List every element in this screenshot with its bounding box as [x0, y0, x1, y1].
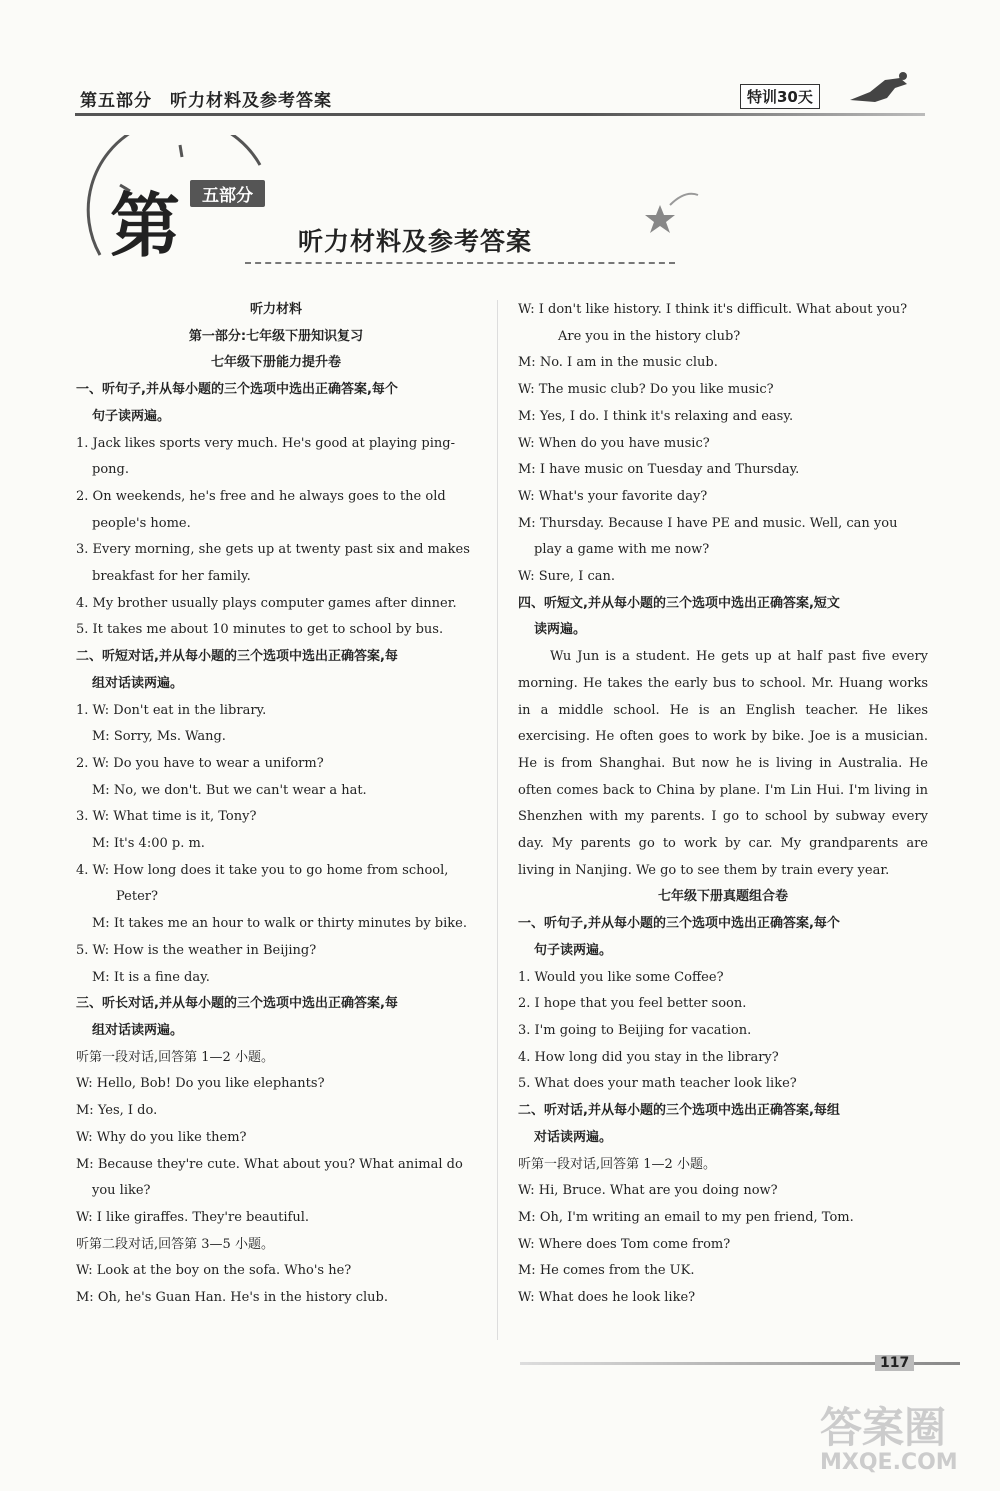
text-line: 4. My brother usually plays computer games after dinner. — [76, 595, 457, 611]
text-line: 5. What does your math teacher look like? — [518, 1076, 797, 1092]
text-line: 听第一段对话,回答第 1—2 小题。 — [518, 1156, 716, 1172]
column-divider — [497, 300, 498, 1340]
text-line: breakfast for her family. — [92, 569, 251, 585]
text-line: W: I don't like history. I think it's difficult. What about you? — [518, 302, 908, 317]
text-line: W: What's your favorite day? — [518, 488, 708, 504]
text-line: 1. Jack likes sports very much. He's good at playing ping- — [76, 435, 455, 451]
text-line: M: Yes, I do. I think it's relaxing and easy. — [518, 408, 794, 424]
text-line: 4. How long did you stay in the library? — [518, 1049, 779, 1065]
text-line: W: Hello, Bob! Do you like elephants? — [76, 1076, 325, 1092]
text-line: M: No. I am in the music club. — [518, 355, 718, 371]
title-rule — [245, 262, 675, 264]
text-line: W: Where does Tom come from? — [518, 1236, 731, 1252]
instruction-line: 句子读两遍。 — [92, 408, 171, 424]
watermark-url: MXQE.COM — [820, 1450, 958, 1475]
text-line: 5. W: How is the weather in Beijing? — [76, 942, 317, 958]
text-line: M: Oh, he's Guan Han. He's in the history club. — [76, 1290, 388, 1306]
text-line: M: It's 4:00 p. m. — [92, 836, 205, 852]
instruction-line: 一、听句子,并从每小题的三个选项中选出正确答案,每个 — [518, 916, 840, 932]
text-line: 1. W: Don't eat in the library. — [76, 702, 267, 718]
section-heading: 七年级下册能力提升卷 — [210, 355, 341, 371]
text-line: M: Sorry, Ms. Wang. — [92, 729, 226, 745]
page-title: 听力材料及参考答案 — [298, 227, 533, 256]
text-line: 听第一段对话,回答第 1—2 小题。 — [76, 1049, 274, 1065]
instruction-line: 三、听长对话,并从每小题的三个选项中选出正确答案,每 — [76, 996, 398, 1012]
right-column — [518, 297, 928, 1312]
instruction-line: 对话读两遍。 — [534, 1129, 613, 1145]
instruction-line: 读两遍。 — [534, 622, 587, 638]
text-line: 1. Would you like some Coffee? — [518, 969, 724, 985]
text-line: M: Thursday. Because I have PE and music. Well, can you — [518, 515, 898, 531]
text-line: M: I have music on Tuesday and Thursday. — [518, 462, 800, 478]
left-column — [76, 297, 476, 1312]
section-glyph: 第 — [110, 184, 180, 267]
page-number: 117 — [875, 1355, 914, 1371]
text-line: play a game with me now? — [534, 542, 710, 558]
text-line: Peter? — [116, 889, 158, 905]
section-heading: 七年级下册真题组合卷 — [657, 889, 788, 905]
text-line: W: Look at the boy on the sofa. Who's he? — [76, 1263, 352, 1279]
text-line: W: Sure, I can. — [518, 569, 615, 585]
section-heading: 第一部分:七年级下册知识复习 — [188, 328, 364, 344]
text-line: W: I like giraffes. They're beautiful. — [76, 1209, 310, 1225]
text-line: Are you in the history club? — [558, 328, 741, 344]
section-heading: 听力材料 — [249, 302, 302, 317]
runner-icon — [845, 70, 915, 110]
series-badge: 特训30天 — [740, 84, 820, 109]
star-icon — [640, 185, 700, 245]
instruction-line: 一、听句子,并从每小题的三个选项中选出正确答案,每个 — [76, 382, 398, 398]
text-line: 听第二段对话,回答第 3—5 小题。 — [76, 1236, 274, 1252]
text-line: 3. Every morning, she gets up at twenty past six and makes — [76, 542, 470, 558]
text-line: people's home. — [92, 515, 191, 531]
text-line: 3. W: What time is it, Tony? — [76, 809, 257, 825]
text-line: M: He comes from the UK. — [518, 1263, 695, 1279]
text-line: 3. I'm going to Beijing for vacation. — [518, 1022, 752, 1038]
header-rule — [75, 113, 925, 116]
text-line: 2. I hope that you feel better soon. — [518, 996, 747, 1012]
text-line: M: No, we don't. But we can't wear a hat. — [92, 782, 367, 798]
text-line: W: When do you have music? — [518, 435, 710, 451]
text-line: M: Oh, I'm writing an email to my pen friend, Tom. — [518, 1209, 854, 1225]
text-line: W: Hi, Bruce. What are you doing now? — [518, 1183, 778, 1199]
part-badge: 五部分 — [190, 180, 265, 207]
text-line: 5. It takes me about 10 minutes to get to school by bus. — [76, 622, 444, 638]
passage-paragraph: Wu Jun is a student. He gets up at half past five every morning. He takes the early bus to school. Mr. Huang works in a middle school. He is an English teacher. He likes exercising. He often goes to work by bike. Joe is a musician. He is from Shanghai. But now he is living in Australia. He often comes back to China by plane. I'm Lin Hui. I'm living in Shenzhen with my parents. I go to school by subway every day. My parents go to work by car. My grandparents are living in Nanjing. We go to see them by train every year. — [518, 649, 928, 878]
instruction-line: 二、听对话,并从每小题的三个选项中选出正确答案,每组 — [518, 1103, 840, 1119]
text-line: 2. W: Do you have to wear a uniform? — [76, 755, 324, 771]
running-header: 第五部分 听力材料及参考答案 — [80, 91, 332, 111]
text-line: 4. W: How long does it take you to go home from school, — [76, 862, 449, 878]
text-line: you like? — [92, 1183, 151, 1199]
text-line: W: The music club? Do you like music? — [518, 382, 774, 398]
text-line: M: Yes, I do. — [76, 1103, 158, 1119]
text-line: W: Why do you like them? — [76, 1129, 247, 1145]
text-line: W: What does he look like? — [518, 1290, 696, 1306]
text-line: 2. On weekends, he's free and he always goes to the old — [76, 488, 446, 504]
watermark-logo: 答案圈 — [820, 1403, 947, 1452]
instruction-line: 二、听短对话,并从每小题的三个选项中选出正确答案,每 — [76, 649, 398, 665]
instruction-line: 组对话读两遍。 — [92, 675, 184, 691]
text-line: M: It is a fine day. — [92, 969, 210, 985]
instruction-line: 四、听短文,并从每小题的三个选项中选出正确答案,短文 — [518, 595, 840, 611]
instruction-line: 句子读两遍。 — [534, 942, 613, 958]
text-line: M: It takes me an hour to walk or thirty minutes by bike. — [92, 916, 467, 932]
instruction-line: 组对话读两遍。 — [92, 1022, 184, 1038]
text-line: M: Because they're cute. What about you? What animal do — [76, 1156, 463, 1172]
text-line: pong. — [92, 462, 129, 478]
